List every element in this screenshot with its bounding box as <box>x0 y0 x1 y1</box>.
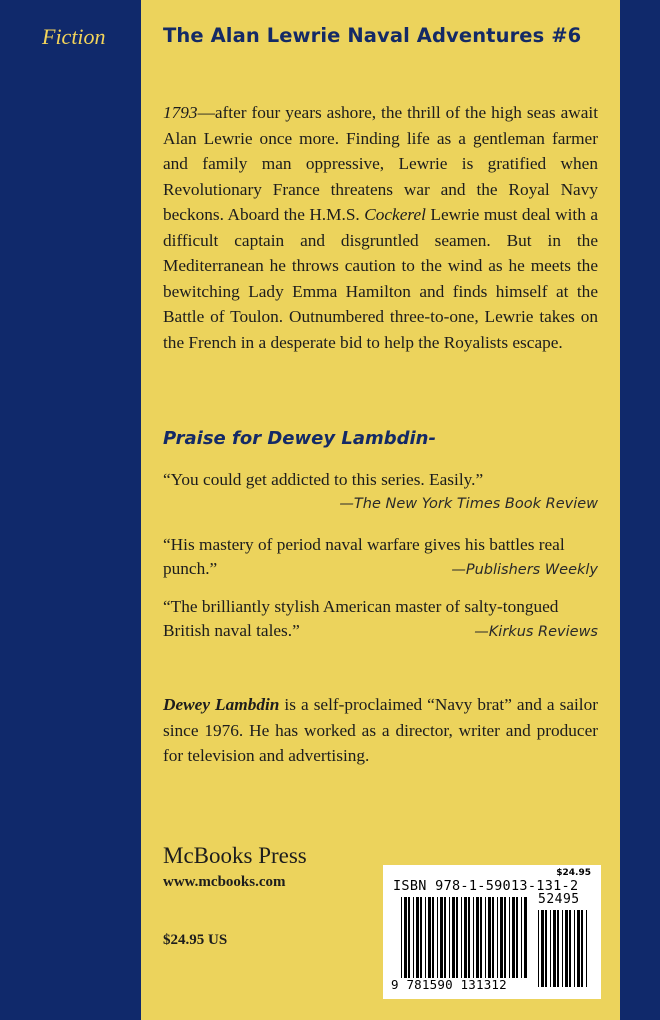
praise-heading: Praise for Dewey Lambdin- <box>163 428 436 449</box>
ship-name: Cockerel <box>364 205 426 224</box>
publisher-name: McBooks Press <box>163 843 307 868</box>
author-bio-text: is a self-proclaimed “Navy brat” and a sailor since 1976. He has worked as a director, writer and producer for television and advertising. <box>163 695 598 765</box>
author-name: Dewey Lambdin <box>163 695 280 714</box>
praise-quote-2 <box>163 533 598 582</box>
praise-quote-1 <box>163 468 598 516</box>
series-title: The Alan Lewrie Naval Adventures #6 <box>163 24 582 47</box>
isbn-number: ISBN 978-1-59013-131-2 <box>393 878 579 894</box>
quote-2-text-a: “His mastery of period naval warfare gives his battles real <box>163 535 565 554</box>
blurb-part-2: Lewrie must deal with a difficult captain and disgruntled seamen. But in the Mediterranean he throws caution to the wind as he meets the bewitching Lady Emma Hamilton and finds himself at the Battle of Toulon. Outnumbered three-to-one, Lewrie takes on the French in a desperate bid to help the Royalists escape. <box>163 205 598 352</box>
blurb-year: 1793 <box>163 103 198 122</box>
praise-quote-3 <box>163 595 598 644</box>
cover-price: $24.95 US <box>163 932 228 948</box>
quote-1-source: —The New York Times Book Review <box>339 496 598 512</box>
genre-label: Fiction <box>42 24 106 49</box>
quote-3-text-a: “The brilliantly stylish American master of salty-tongued <box>163 597 559 616</box>
isbn-barcode-block <box>383 865 601 999</box>
publisher-url: www.mcbooks.com <box>163 874 286 890</box>
quote-3-source: —Kirkus Reviews <box>474 624 598 640</box>
barcode-price: $24.95 <box>556 868 591 878</box>
quote-2-text-b: punch.” <box>163 559 218 578</box>
quote-3-text-b: British naval tales.” <box>163 621 300 640</box>
barcode-digits: 9 781590 131312 <box>391 977 507 992</box>
quote-1-text: “You could get addicted to this series. Easily.” <box>163 470 484 489</box>
book-blurb <box>163 100 598 355</box>
quote-2-source: —Publishers Weekly <box>451 562 598 578</box>
blurb-part-1: —after four years ashore, the thrill of the high seas await Alan Lewrie once more. Finding life as a gentleman farmer and family man oppressive, Lewrie is gratified when Revolutionary France threatens war and the Royal Navy beckons. Aboard the H.M.S. <box>163 103 598 224</box>
barcode-addon-digits: 52495 <box>538 892 580 907</box>
left-navy-band <box>0 0 141 1020</box>
right-navy-band <box>620 0 660 1020</box>
author-bio <box>163 692 598 769</box>
